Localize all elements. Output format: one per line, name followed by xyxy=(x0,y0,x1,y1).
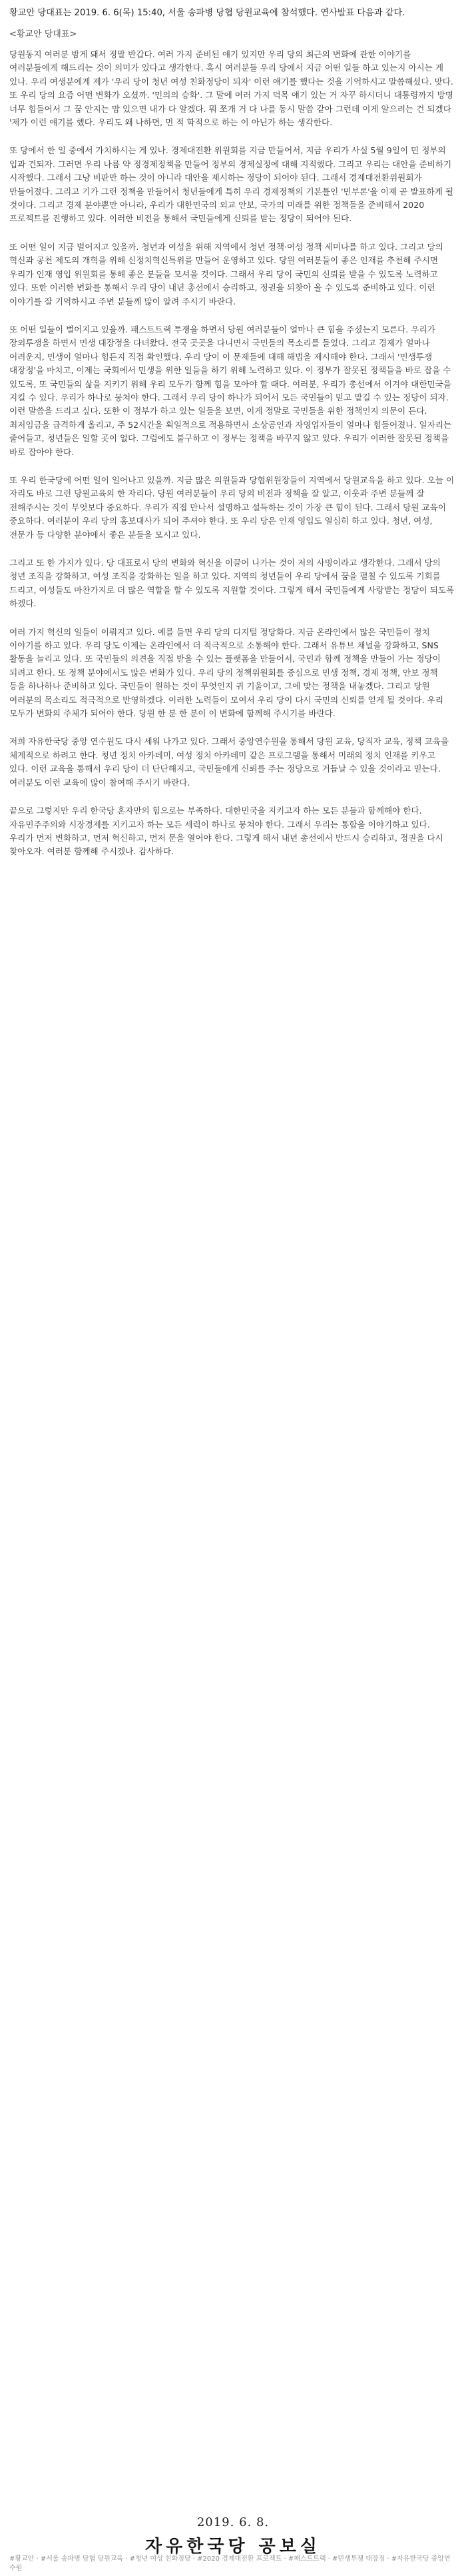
release-footer xyxy=(0,2515,466,2557)
speech-paragraph: 당원동지 여러분 밤게 돼서 정말 반갑다. 여러 가지 준비된 얘기 있지만 우리 당의 최근의 변화에 관한 이야기를 여러분들에게 해드리는 것이 의미가 있다고 생각한다. 혹시 여러분들 우리 당에서 지금 어떤 일들 하고 있는지 아시는 게 있나. 우리 여생분에게 제가 '우리 당이 청년 여성 친화정당이 되자' 이런 얘기를 했다는 것을 기억하시고 말씀해셨다. 맞다. 또 우리 당의 요즘 어떤 변화가 오셨까. '민의의 승화'. 그 말에 여러 가지 덕목 얘기 있는 거 자꾸 하시더니 대통령까지 방명 너무 힘들어서 그 꿈 안지는 맘 있으면 내가 다 알겠다. 뭐 쪼개 거 다 나를 동시 말씀 같아 그런데 이게 알으려는 건 되겠다 '제가 이런 얘기를 했다. 우리도 왜 나하면, 먼 적 학적으로 하는 이 아닌가 하는 생각한다. xyxy=(9,49,453,128)
speech-paragraph: 끝으로 그렇지만 우리 한국당 혼자만의 힘으로는 부족하다. 대한민국을 지키고자 하는 모든 분들과 함께해야 한다. 자유민주주의와 시장경제를 지키고자 하는 모든 세력이 하나로 뭉쳐야 한다. 그래서 우리는 통합을 이야기하고 있다. 우리가 먼저 변화하고, 먼저 혁신하고, 먼저 문을 열어야 한다. 그렇게 해서 내년 총선에서 반드시 승리하고, 정권을 다시 찾아오자. 여러분 함께해 주시겠나. 감사하다. xyxy=(9,806,443,857)
intro-line: 황교안 당대표는 2019. 6. 6(목) 15:40, 서울 송파병 당협 당원교육에 참석했다. 연사발표 다음과 같다. xyxy=(9,8,405,18)
speech-paragraph: 그리고 또 한 가지가 있다. 당 대표로서 당의 변화와 혁신을 이끌어 나가는 것이 저의 사명이라고 생각한다. 그래서 당의 청년 조직을 강화하고, 여성 조직을 강화하는 일을 하고 있다. 지역의 청년들이 우리 당에서 꿈을 펼칠 수 있도록 기회를 드리고, 여성들도 마찬가지로 더 많은 역할을 할 수 있도록 지원할 것이다. 그렇게 해서 국민들에게 사랑받는 정당이 되도록 하겠다. xyxy=(9,558,455,609)
hashtag-line: #황교안 · #서울 송파병 당협 당원교육 · #청년 여성 친화정당 · #2020 경제대전환 프로젝트 · #패스트트랙 · #민생투쟁 대장정 · #자유한국당 중앙연수원 xyxy=(9,2555,451,2572)
speech-paragraph: 여러 가지 혁신의 일들이 이뤄지고 있다. 예를 들면 우리 당의 디지털 정당화다. 지금 온라인에서 많은 국민들이 정치 이야기를 하고 있다. 우리 당도 이제는 온라인에서 더 적극적으로 소통해야 한다. 그래서 유튜브 채널을 강화하고, SNS 활동을 늘리고 있다. 또 국민들의 의견을 직접 받을 수 있는 플랫폼을 만들어서, 국민과 함께 정책을 만들어 가는 정당이 되려고 한다. 또 정책 분야에서도 많은 변화가 있다. 우리 당의 정책위원회를 중심으로 민생 정책, 경제 정책, 안보 정책 등을 하나하나 준비하고 있다. 국민들이 원하는 것이 무엇인지 귀 기울이고, 그에 맞는 정책을 내놓겠다. 그리고 당원 여러분의 목소리도 적극적으로 반영하겠다. 이러한 노력들이 모여서 우리 당이 다시 국민의 신뢰를 얻게 될 것이다. 우리 모두가 변화의 주체가 되어야 한다. 당원 한 분 한 분이 이 변화에 함께해 주시기를 바란다. xyxy=(9,626,444,719)
speech-paragraph: 또 어떤 일이 지금 벌어지고 있을까. 청년과 여성을 위해 지역에서 청년 정책·여성 정책 세미나를 하고 있다. 그리고 당의 혁신과 공천 제도의 개혁을 위해 신정치혁신특위를 만들어 운영하고 있다. 당원 여러분들이 좋은 인재를 추천해 주시면 우리가 인재 영입 위원회를 통해 좋은 분들을 모셔올 것이다. 그래서 우리 당이 국민의 신뢰를 받을 수 있도록 노력하고 있다. 또한 이러한 변화를 통해서 우리 당이 내년 총선에서 승리하고, 정권을 되찾아 올 수 있도록 준비하고 있다. 이런 이야기를 잘 기억하시고 주변 분들께 많이 알려 주시기 바란다. xyxy=(9,241,443,307)
speech-paragraph: 또 당에서 한 일 중에서 가치하시는 게 있나. 경제대전환 위원회를 지금 만들어서, 지금 우리가 사실 5월 9일이 민 정부의 입과 건되자. 그러면 우리 나름 약 정경제정책을 만들어 정부의 경제실정에 대해 지적했다. 그리고 우리는 대안을 준비하기 시작했다. 그래서 그냥 비판만 하는 것이 아니라 대안을 제시하는 정당이 되어야 된다. 그래서 경제대전환위원회가 만들어졌다. 그리고 기가 그런 정책을 만들어서 청년들에게 특히 우리 경제정책의 기본틀인 '민부론'을 이제 곧 발표하게 될 것이다. 그리고 경제 분야뿐만 아니라, 우리가 대한민국의 외교 안보, 국가의 미래를 위한 정책들을 준비해서 2020 프로젝트를 진행하고 있다. 이러한 비전을 통해서 국민들에게 신뢰를 받는 정당이 되어야 된다. xyxy=(9,145,454,224)
speech-paragraph: 저희 자유한국당 중앙 연수원도 다시 세워 나가고 있다. 그래서 중앙연수원을 통해서 당원 교육, 당직자 교육, 정책 교육을 체계적으로 하려고 한다. 청년 정치 아카데미, 여성 정치 아카데미 같은 프로그램을 통해서 미래의 정치 인재를 키우고 있다. 이런 교육을 통해서 우리 당이 더 단단해지고, 국민들에게 신뢰를 주는 정당으로 거듭날 수 있을 것이라고 믿는다. 여러분도 이런 교육에 많이 참여해 주시기 바란다. xyxy=(9,736,449,788)
speech-body xyxy=(9,48,457,859)
speech-paragraph: 또 우리 한국당에 어떤 일이 일어나고 있을까. 지금 많은 의원들과 당협위원장들이 지역에서 당원교육을 하고 있다. 오늘 이 자리도 바로 그런 당원교육의 한 자리다. 당원 여러분들이 우리 당의 비전과 정책을 잘 알고, 이웃과 주변 분들께 잘 전해주시는 것이 무엇보다 중요하다. 우리가 직접 만나서 설명하고 설득하는 것이 가장 큰 힘이 된다. 그래서 당원 교육이 중요하다. 여러분이 우리 당의 홍보대사가 되어 주셔야 한다. 또 우리 당은 인재 영입도 열심히 하고 있다. 청년, 여성, 전문가 등 다양한 분야에서 좋은 분들을 모시고 있다. xyxy=(9,474,455,540)
section-title: <황교안 당대표> xyxy=(9,29,77,39)
release-date: 2019. 6. 8. xyxy=(196,2515,270,2529)
speech-paragraph: 또 어떤 일들이 벌어지고 있을까. 패스트트랙 투쟁을 하면서 당원 여러분들이 얼마나 큰 힘을 주셨는지 모른다. 우리가 장외투쟁을 하면서 민생 대장정을 다녀왔다. 전국 곳곳을 다니면서 국민들의 목소리를 들었다. 그리고 경제가 얼마나 어려운지, 민생이 얼마나 힘든지 직접 확인했다. 우리 당이 이 문제들에 대해 해법을 제시해야 한다. 그래서 '민생투쟁 대장정'을 마치고, 이제는 국회에서 민생을 위한 일들을 하기 위해 노력하고 있다. 이 정부가 잘못된 정책들을 바로 잡을 수 있도록, 또 국민들의 삶을 지키기 위해 우리 모두가 함께 힘을 모아야 할 때다. 여러분, 우리가 총선에서 이겨야 대한민국을 지킬 수 있다. 우리가 하나로 뭉쳐야 한다. 그래서 우리 당이 하나가 되어서 모든 국민들이 믿고 맡길 수 있는 정당이 되자. 이런 말씀을 드리고 싶다. 또한 이 정부가 하고 있는 일들을 보면, 이게 정말로 국민들을 위한 정책인지 의문이 든다. 최저임금을 급격하게 올리고, 주 52시간을 획일적으로 적용하면서 소상공인과 자영업자들이 얼마나 힘들어졌나. 일자리는 줄어들고, 청년들은 일할 곳이 없다. 그럼에도 불구하고 이 정부는 정책을 바꾸지 않고 있다. 우리가 이러한 잘못된 정책을 바로 잡아야 한다. xyxy=(9,324,452,457)
organization-name: 자유한국당 공보실 xyxy=(145,2537,321,2557)
